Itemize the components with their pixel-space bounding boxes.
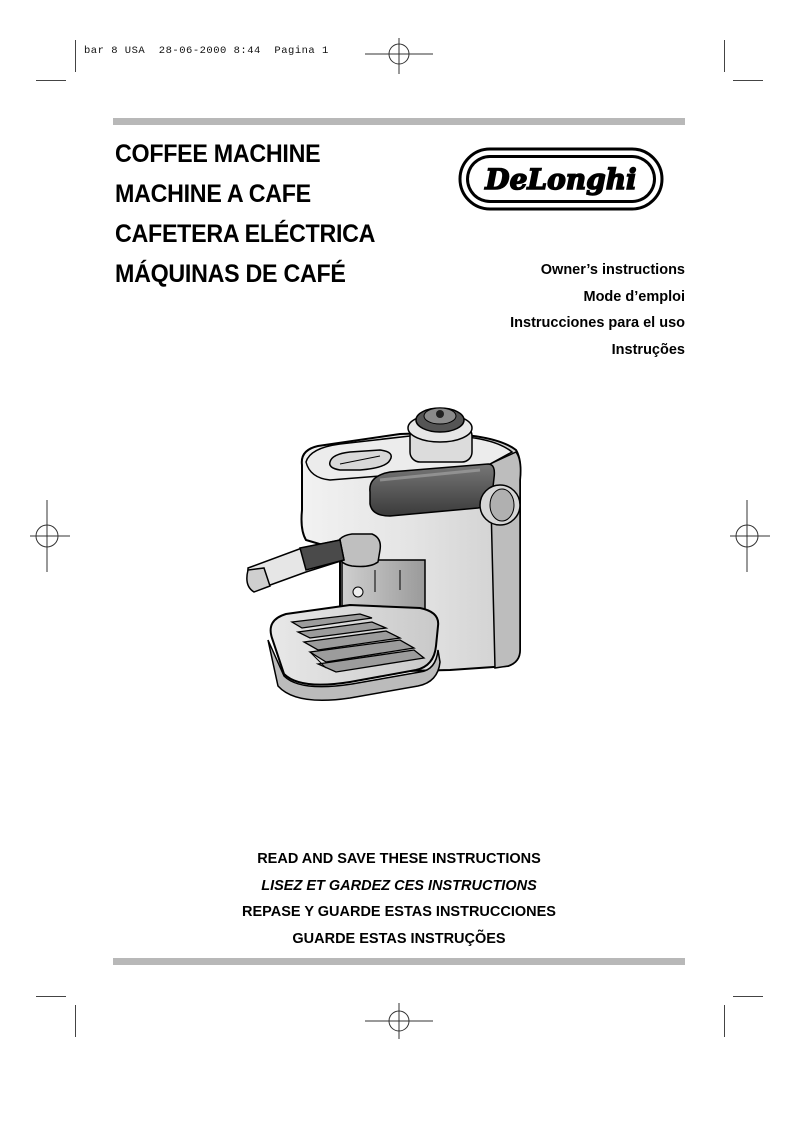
printer-slug: bar 8 USA 28-06-2000 8:44 Pagina 1 xyxy=(84,45,329,57)
footer-portuguese: GUARDE ESTAS INSTRUÇÕES xyxy=(292,930,506,947)
manual-portuguese: Instruções xyxy=(611,341,685,358)
manual-french: Mode d’emploi xyxy=(583,288,685,305)
title-portuguese: MÁQUINAS DE CAFÉ xyxy=(115,260,346,288)
espresso-machine-illustration xyxy=(240,400,540,725)
manual-languages xyxy=(510,260,685,366)
delonghi-logo xyxy=(458,147,664,211)
title-french: MACHINE A CAFE xyxy=(115,180,311,208)
manual-english: Owner’s instructions xyxy=(540,262,685,278)
registration-mark-bottom xyxy=(365,1003,433,1039)
title-spanish: CAFETERA ELÉCTRICA xyxy=(115,220,376,248)
registration-mark-left xyxy=(30,500,70,572)
save-instructions xyxy=(113,848,685,954)
footer-spanish: REPASE Y GUARDE ESTAS INSTRUCCIONES xyxy=(242,904,556,920)
registration-mark-top xyxy=(365,38,433,74)
bottom-rule xyxy=(113,958,685,965)
registration-mark-right xyxy=(730,500,770,572)
footer-french: LISEZ ET GARDEZ CES INSTRUCTIONS xyxy=(261,877,537,894)
product-titles xyxy=(115,138,395,298)
title-english: COFFEE MACHINE xyxy=(115,140,321,168)
logo-text: DeLonghi xyxy=(485,163,637,196)
footer-english: READ AND SAVE THESE INSTRUCTIONS xyxy=(257,851,541,867)
manual-spanish: Instrucciones para el uso xyxy=(510,315,685,331)
top-rule xyxy=(113,118,685,125)
